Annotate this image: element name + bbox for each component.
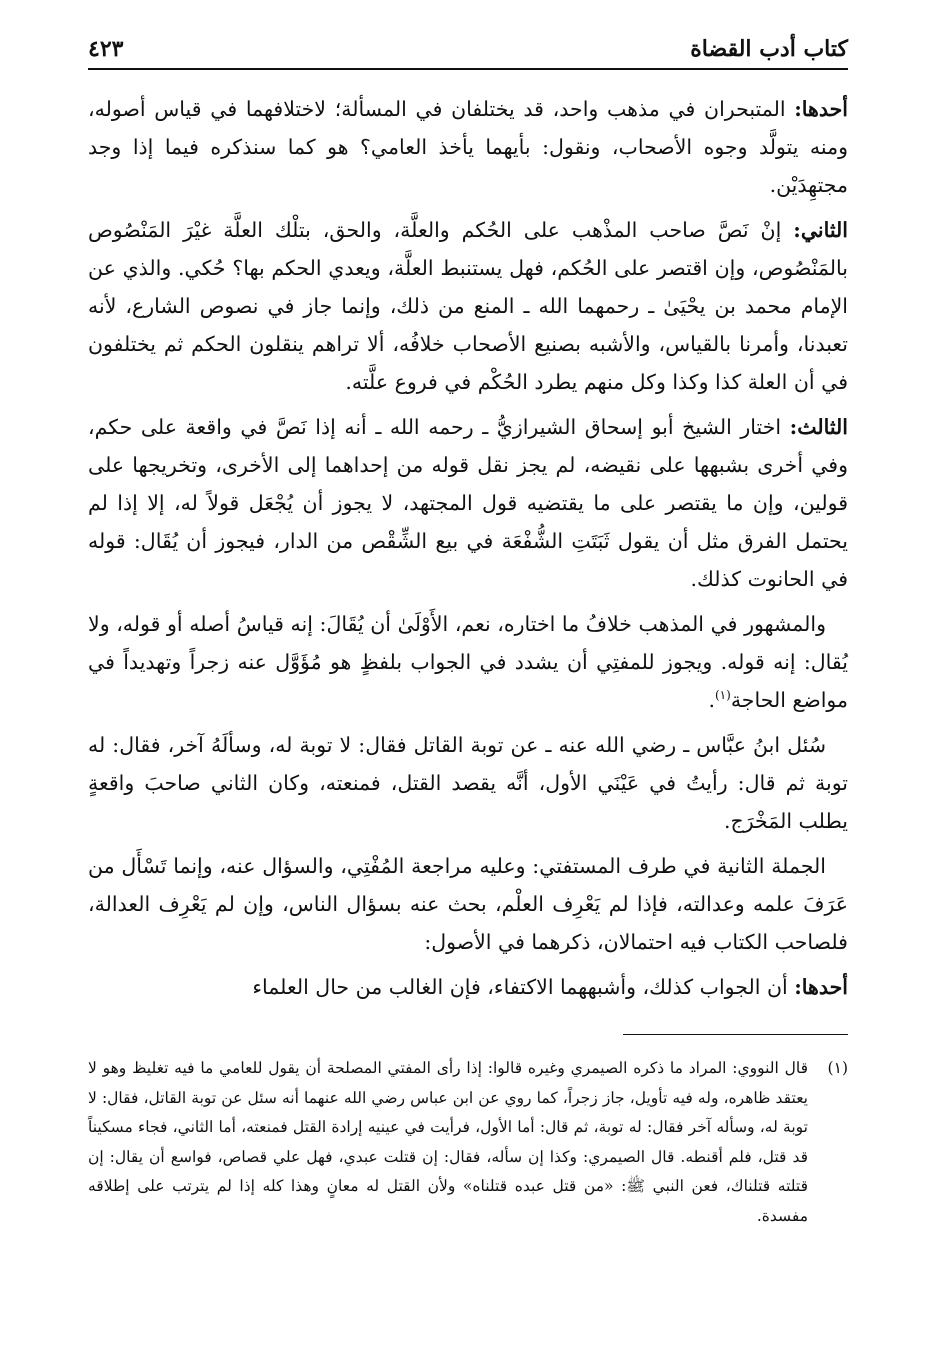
paragraph-text: أن الجواب كذلك، وأشبههما الاكتفاء، فإن الغالب من حال العلماء [252,975,795,999]
paragraph-text: المتبحران في مذهب واحد، قد يختلفان في المسألة؛ لاختلافهما في قياس أصوله، ومنه يتولَّد وجوه الأصحاب، ونقول: بأيهما يأخذ العامي؟ هو كما سنذكره فيما إذا وجد مجتهِدَيْن. [88,97,848,197]
footnote-number: (١) [827,1059,848,1077]
paragraph [88,726,848,840]
paragraph-text: سُئل ابنُ عبَّاس ـ رضي الله عنه ـ عن توبة القاتل فقال: لا توبة له، وسألَهُ آخر، فقال: له توبة ثم قال: رأيتُ في عَيْنَي الأول، أنَّه يقصد القتل، فمنعته، وكان الثاني صاحبَ واقعةٍ يطلب المَخْرَج. [88,733,848,833]
paragraph-lead: الثالث: [789,415,848,439]
footnotes [88,1054,848,1231]
paragraph [88,408,848,598]
footnote [88,1054,848,1231]
paragraph-text: اختار الشيخ أبو إسحاق الشيرازيُّ ـ رحمه الله ـ أنه إذا نَصَّ في واقعة على حكم، وفي أخرى بشبهها على نقيضه، لم يجز نقل قوله من إحداهما إلى الأخرى، وتخريجها على قولين، وإن ما يقتصر على ما يقتضيه قول المجتهد، لا يجوز أن يُجْعَل قولاً له، إلا إذا لم يحتمل الفرق مثل أن يقول ثَبَتَتِ الشُّفْعَة في بيع الشِّقْص من الدار، فيجوز أن يُقَال: قوله في الحانوت كذلك. [88,415,848,591]
footnote-divider [623,1034,848,1035]
paragraph-text: الجملة الثانية في طرف المستفتي: وعليه مراجعة المُفْتِي، والسؤال عنه، وإنما تَسْأَل من عَرَفَ علمه وعدالته، فإذا لم يَعْرِف العلْم، بحث عنه بسؤال الناس، وإن لم يَعْرِف العدالة، فلصاحب الكتاب فيه احتمالان، ذكرهما في الأصول: [88,854,848,954]
paragraph [88,90,848,204]
paragraph [88,211,848,401]
page-number: ٤٢٣ [88,36,124,62]
paragraph [88,847,848,961]
paragraph-tail: . [708,688,715,712]
paragraph-text: والمشهور في المذهب خلافُ ما اختاره، نعم، الأَوْلَىٰ أن يُقَالَ: إنه قياسُ أصله أو قوله، ولا يُقال: إنه قوله. ويجوز للمفتِي أن يشدد في الجواب بلفظٍ هو مُؤَوَّل عنه زجراً وتهديداً في مواضع الحاجة [88,612,848,712]
footnote-reference[interactable]: (١) [714,688,731,703]
paragraph-lead: أحدها: [794,97,848,121]
paragraph [88,605,848,719]
body-text [88,90,848,1006]
paragraph-lead: الثاني: [793,218,848,242]
paragraph-lead: أحدها: [794,975,848,999]
book-title: كتاب أدب القضاة [690,36,848,62]
paragraph-text: إنْ نَصَّ صاحب المذْهب على الحُكم والعلَّة، والحق، بتلْك العلَّة غيْرَ المَنْصُوص بالمَنْصُوص، وإن اقتصر على الحُكم، فهل يستنبط العلَّة، ويعدي الحكم بها؟ حُكي. والذي عن الإمام محمد بن يحْيَىٰ ـ رحمهما الله ـ المنع من ذلك، وإنما جاز في نصوص الشارع، لأنه تعبدنا، وأمرنا بالقياس، والأشبه بصنيع الأصحاب خلافُه، ألا تراهم ينقلون الحكم ثم يختلفون في أن العلة كذا وكذا وكل منهم يطرد الحُكْم في فروع علَّته. [88,218,848,394]
document-page [88,28,848,1225]
footnote-text: قال النووي: المراد ما ذكره الصيمري وغيره قالوا: إذا رأى المفتي المصلحة أن يقول للعامي ما فيه تغليظ وهو لا يعتقد ظاهره، وله فيه تأويل، جاز زجراً، كما روي عن ابن عباس رضي الله عنهما أنه سئل عن توبة القاتل، فقال: لا توبة له، وسأله آخر فقال: له توبة، ثم قال: أما الأول، فرأيت في عينيه إرادة القتل فمنعته، أما الثاني، فجاء مسكيناً قد قتل، فلم أقنطه. قال الصيمري: وكذا إن سأله، فقال: إن قتلت عبدي، فهل علي قصاص، فواسع أن يقال: إن قتلته قتلناك، فعن النبي ﷺ: «من قتل عبده قتلناه» ولأن القتل له معانٍ وهذا كله إذا لم يترتب على إطلاقه مفسدة. [88,1059,808,1225]
page-header [88,28,848,70]
paragraph [88,968,848,1006]
